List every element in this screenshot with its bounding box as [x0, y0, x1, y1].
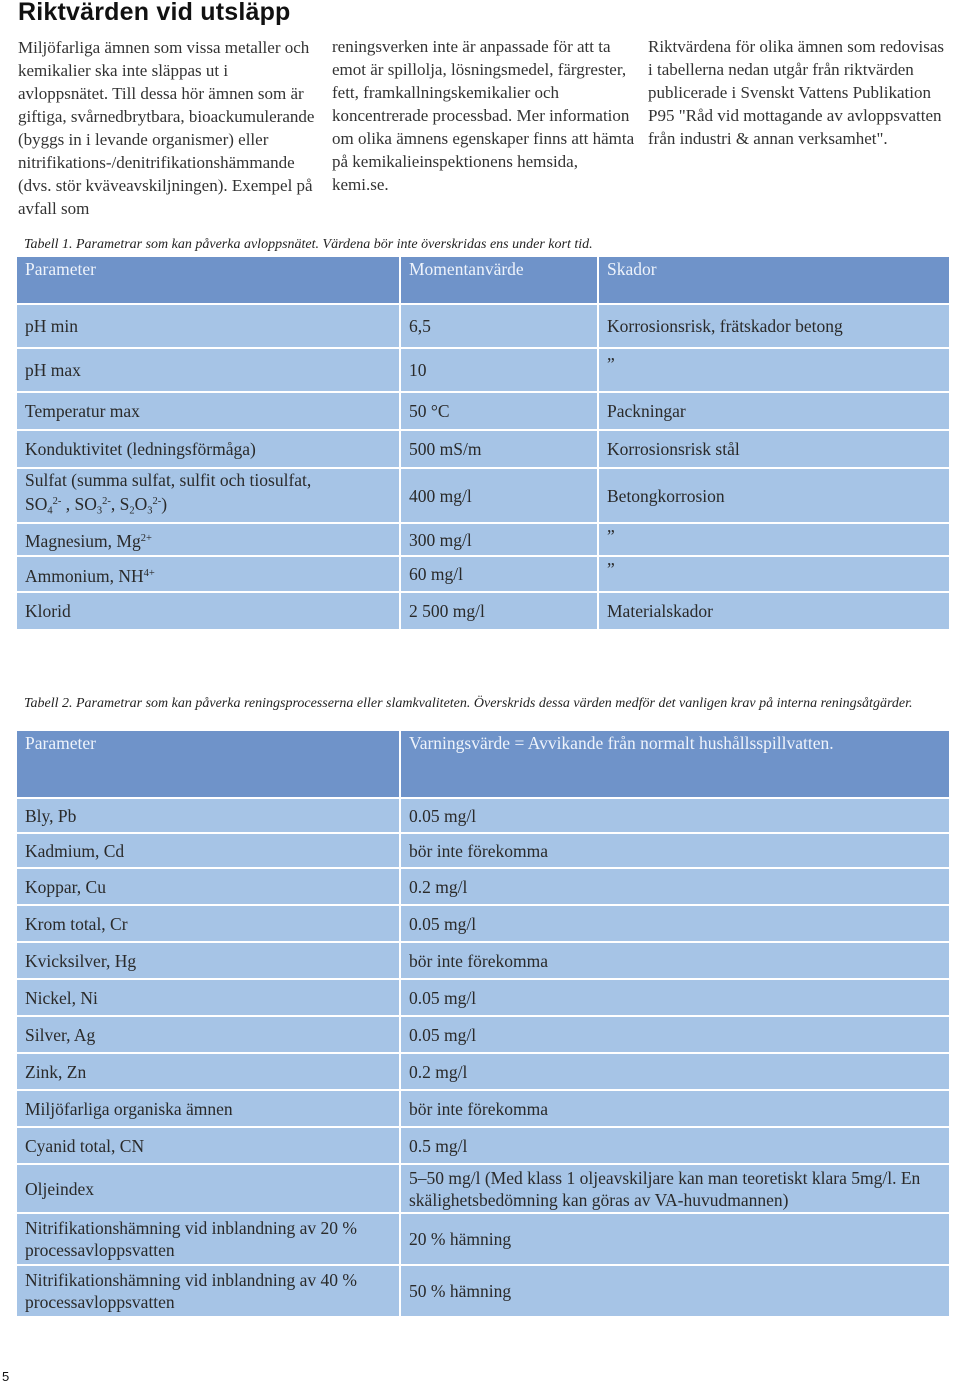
- table-2-cell-parameter: Nickel, Ni: [17, 980, 399, 1015]
- table-1-cell-damage: ”: [599, 524, 949, 555]
- table-row: [17, 469, 949, 522]
- table-1-cell-value: 50 °C: [401, 393, 597, 429]
- table-2-cell-parameter: Nitrifikationshämning vid inblandning av 40 % processavloppsvatten: [17, 1266, 399, 1316]
- table-row: [17, 593, 949, 629]
- table-2-cell-value: 50 % hämning: [401, 1266, 949, 1316]
- table-1-header-value: Momentanvärde: [401, 257, 597, 303]
- table-1-cell-damage: ”: [599, 349, 949, 391]
- table-row: [17, 1054, 949, 1089]
- intro-column-3: Riktvärdena för olika ämnen som redovisas i tabellerna nedan utgår från riktvärden publicerade i Svenskt Vattens Publikation P95 "Råd vid mottagande av avloppsvatten från industri & annan verksamhet".: [648, 37, 945, 148]
- table-2-cell-value: bör inte förekomma: [401, 834, 949, 867]
- table-1-cell-parameter: Temperatur max: [17, 393, 399, 429]
- table-1-caption: Tabell 1. Parametrar som kan påverka avloppsnätet. Värdena bör inte överskridas ens under kort tid.: [24, 237, 593, 252]
- table-2-cell-parameter: Miljöfarliga organiska ämnen: [17, 1091, 399, 1126]
- table-1-cell-damage: Materialskador: [599, 593, 949, 629]
- table-1-header-parameter: Parameter: [17, 257, 399, 303]
- table-2-cell-value: 0.2 mg/l: [401, 1054, 949, 1089]
- table-1-cell-damage: ”: [599, 557, 949, 591]
- table-2-header-value: Varningsvärde = Avvikande från normalt hushållsspillvatten.: [401, 731, 949, 797]
- table-row: [17, 906, 949, 941]
- table-1-cell-damage: Betongkorrosion: [599, 469, 949, 522]
- table-row: [17, 1165, 949, 1212]
- ammonium-charge: 4+: [143, 567, 155, 579]
- intro-column-1: Miljöfarliga ämnen som vissa metaller och kemikalier ska inte släppas ut i avloppsnätet. Till dessa hör ämnen som är giftiga, svårnedbrytbara, bioackumulerande (byggs in i levande organismer) eller nitrifikations-/denitrifikationshämmande (dvs. stör kväveavskiljningen). Exempel på avfall som: [18, 38, 315, 218]
- table-row: [17, 799, 949, 832]
- table-2-cell-parameter: Oljeindex: [17, 1165, 399, 1212]
- table-row: [17, 557, 949, 591]
- table-1-cell-value: 500 mS/m: [401, 431, 597, 467]
- table-2-cell-value: 0.5 mg/l: [401, 1128, 949, 1163]
- page-number: 5: [2, 1369, 10, 1384]
- table-1-cell-parameter: Konduktivitet (ledningsförmåga): [17, 431, 399, 467]
- table-1-cell-parameter: Ammonium, $NH^{4+}$: [17, 557, 399, 591]
- table-1-header-damage: Skador: [599, 257, 949, 303]
- table-1-cell-parameter: Magnesium, $Mg^{2+}$: [17, 524, 399, 555]
- table-2-cell-parameter: Kadmium, Cd: [17, 834, 399, 867]
- table-2-cell-parameter: Cyanid total, CN: [17, 1128, 399, 1163]
- sulfate-label: Sulfat (summa sulfat, sulfit och tiosulfat,: [25, 470, 312, 490]
- table-2-cell-parameter: Bly, Pb: [17, 799, 399, 832]
- table-2-cell-value: 0.2 mg/l: [401, 869, 949, 904]
- table-1: [15, 255, 951, 631]
- table-1-cell-damage: Packningar: [599, 393, 949, 429]
- table-1-cell-value: 400 mg/l: [401, 469, 597, 522]
- table-1-cell-parameter: [17, 469, 399, 522]
- table-row: [17, 1266, 949, 1316]
- table-2-cell-parameter: Kvicksilver, Hg: [17, 943, 399, 978]
- table-2-header-row: [17, 731, 949, 797]
- table-2-cell-value: 0.05 mg/l: [401, 1017, 949, 1052]
- table-1-cell-damage: Korrosionsrisk stål: [599, 431, 949, 467]
- table-2-cell-value: 0.05 mg/l: [401, 799, 949, 832]
- table-1-cell-value: 60 mg/l: [401, 557, 597, 591]
- sulfate-formula: $SO_4^{2-}$ , $SO_3^{2-}$, $S_2O_3^{2-}$): [25, 493, 168, 517]
- table-1-cell-damage: Korrosionsrisk, frätskador betong: [599, 305, 949, 347]
- table-1-cell-parameter: Klorid: [17, 593, 399, 629]
- table-row: [17, 869, 949, 904]
- table-2-header-parameter: Parameter: [17, 731, 399, 797]
- table-2-cell-parameter: Zink, Zn: [17, 1054, 399, 1089]
- table-1-cell-parameter: pH max: [17, 349, 399, 391]
- table-1-cell-value: 2 500 mg/l: [401, 593, 597, 629]
- table-2-caption: Tabell 2. Parametrar som kan påverka reningsprocesserna eller slamkvaliteten. Överskrids dessa värden medför det vanligen krav på interna reningsåtgärder.: [24, 696, 913, 711]
- table-row: [17, 834, 949, 867]
- table-2-cell-value: bör inte förekomma: [401, 1091, 949, 1126]
- table-row: [17, 524, 949, 555]
- table-row: [17, 1017, 949, 1052]
- table-2-cell-parameter: Krom total, Cr: [17, 906, 399, 941]
- page-title: Riktvärden vid utsläpp: [18, 0, 291, 26]
- table-1-header-row: [17, 257, 949, 303]
- intro-column-2: reningsverken inte är anpassade för att ta emot är spillolja, lösningsmedel, färgrester, fett, framkallningskemikalier och koncentrerade processbad. Mer information om olika ämnens egenskaper finns att hämta på kemikalieinspektionens hemsida, kemi.se.: [332, 37, 635, 194]
- table-row: [17, 305, 949, 347]
- table-2-cell-value: 5–50 mg/l (Med klass 1 oljeavskiljare kan man teoretiskt klara 5mg/l. En skälighetsbedömning kan göras av VA-huvudmannen): [401, 1165, 949, 1212]
- table-row: [17, 349, 949, 391]
- table-2-cell-parameter: Nitrifikationshämning vid inblandning av 20 % processavloppsvatten: [17, 1214, 399, 1264]
- table-2-cell-value: 20 % hämning: [401, 1214, 949, 1264]
- table-1-cell-parameter: pH min: [17, 305, 399, 347]
- table-2-cell-value: 0.05 mg/l: [401, 980, 949, 1015]
- table-row: [17, 980, 949, 1015]
- table-1-cell-value: 6,5: [401, 305, 597, 347]
- table-2-cell-value: 0.05 mg/l: [401, 906, 949, 941]
- table-row: [17, 431, 949, 467]
- magnesium-charge: 2+: [140, 533, 152, 545]
- table-row: [17, 1128, 949, 1163]
- table-2-cell-parameter: Silver, Ag: [17, 1017, 399, 1052]
- table-2: [15, 729, 951, 1318]
- table-1-cell-value: 300 mg/l: [401, 524, 597, 555]
- table-row: [17, 943, 949, 978]
- table-1-cell-value: 10: [401, 349, 597, 391]
- table-row: [17, 393, 949, 429]
- table-row: [17, 1214, 949, 1264]
- table-2-cell-parameter: Koppar, Cu: [17, 869, 399, 904]
- table-2-cell-value: bör inte förekomma: [401, 943, 949, 978]
- table-row: [17, 1091, 949, 1126]
